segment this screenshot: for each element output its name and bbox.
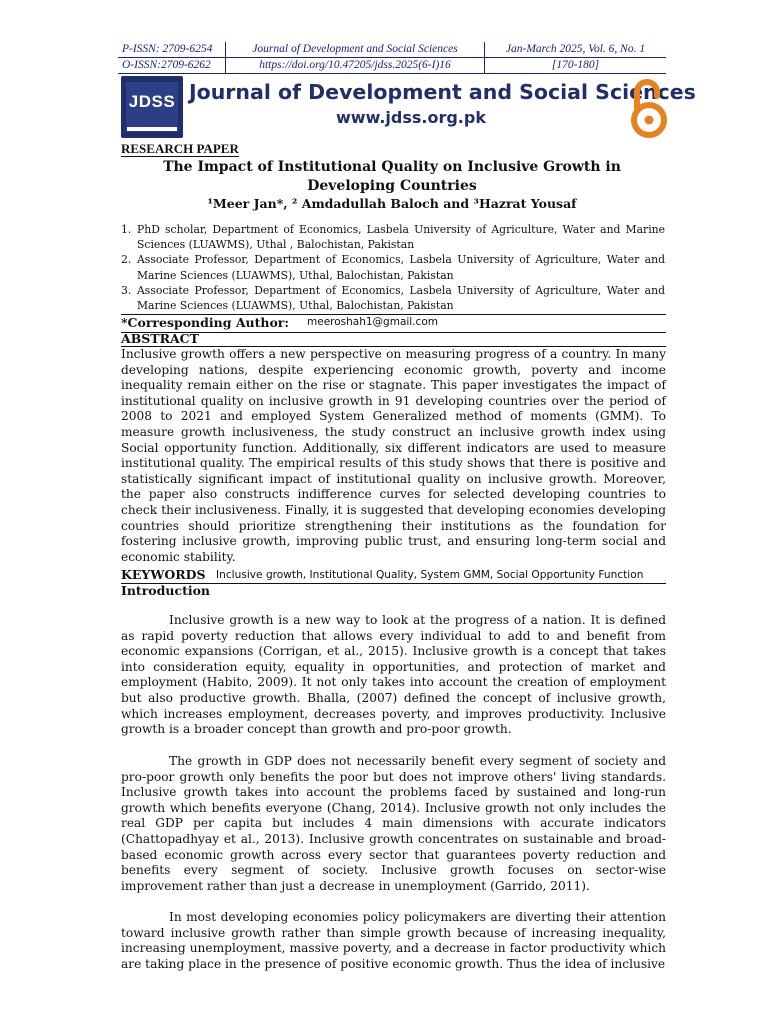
logo-text: JDSS: [128, 92, 176, 111]
header-journal-name: Journal of Development and Social Sciences: [226, 42, 485, 57]
introduction-heading: Introduction: [121, 583, 211, 598]
body-paragraph: Inclusive growth is a new way to look at the progress of a nation. It is defined as rapid poverty reduction that allows every individual to add to and benefit from economic expansions (Corrigan, et al., 2015). Inclusive growth is a concept that takes into consideration equity, equality in opportunities, and protection of market and employment (Habito, 2009). It not only takes into account the creation of employment but also productive growth. Bhalla, (2007) defined the concept of inclusive growth, which increases employment, decreases poverty, and improves productivity. Inclusive growth is a broader concept than growth and pro-poor growth.: [121, 613, 666, 737]
header-row-2: [118, 58, 666, 74]
o-issn: O-ISSN:2709-6262: [118, 58, 226, 73]
paper-title: The Impact of Institutional Quality on Inclusive Growth in Developing Countries: [163, 159, 621, 194]
keywords-row: [121, 567, 666, 584]
page-range: [170-180]: [551, 59, 600, 71]
journal-title: Journal of Development and Social Sciences: [189, 80, 696, 104]
p-issn: P-ISSN: 2709-6254: [118, 42, 226, 57]
body-paragraph: The growth in GDP does not necessarily benefit every segment of society and pro-poor growth only benefits the poor but does not improve others' living standards. Inclusive growth takes into account the problems faced by sustained and long-run growth which benefits everyone (Chang, 2014). Inclusive growth not only includes the real GDP per capita but includes 4 main dimensions with accurate indicators (Chattopadhyay et al., 2013). Inclusive growth concentrates on sustainable and broad-based economic growth across every sector that guarantees poverty reduction and benefits every segment of society. Inclusive growth focuses on sector-wise improvement rather than just a decrease in unemployment (Garrido, 2011).: [121, 754, 666, 893]
authors: ¹Meer Jan*, ² Amdadullah Baloch and ³Hazrat Yousaf: [207, 196, 577, 211]
journal-banner: [121, 76, 696, 142]
corresponding-author-label: *Corresponding Author:: [121, 315, 290, 330]
affiliation-item: 3. Associate Professor, Department of Economics, Lasbela University of Agriculture, Water and Marine Sciences (LUAWMS), Uthal, Balochistan, Pakistan: [121, 283, 665, 313]
abstract-heading: ABSTRACT: [121, 331, 666, 347]
issue-info: Jan-March 2025, Vol. 6, No. 1: [505, 43, 646, 55]
article-type-label: RESEARCH PAPER: [121, 141, 239, 156]
abstract-text: Inclusive growth offers a new perspective on measuring progress of a country. In many developing nations, despite experiencing economic growth, poverty and income inequality remain either on the rise or stagnate. This paper investigates the impact of institutional quality on inclusive growth in 91 developing countries over the period of 2008 to 2021 and employed System Generalized method of moments (GMM). To measure growth inclusiveness, the study construct an inclusive growth index using Social opportunity function. Additionally, six different indicators are used to measure institutional quality. The empirical results of this study shows that there is positive and statistically significant impact of institutional quality on inclusive growth. Moreover, the paper also constructs indifference curves for selected developing countries to check their inclusiveness. Finally, it is suggested that developing economies developing countries should prioritize strengthening their institutions as the foundation for fostering inclusive growth, improving public trust, and ensuring long-term social and economic stability.: [121, 347, 666, 564]
affiliation-item: 2. Associate Professor, Department of Economics, Lasbela University of Agriculture, Water and Marine Sciences (LUAWMS), Uthal, Balochistan, Pakistan: [121, 253, 665, 282]
doi-link[interactable]: https://doi.org/10.47205/jdss.2025(6-I)16: [226, 58, 485, 73]
keywords-label: KEYWORDS: [121, 567, 206, 582]
open-access-lock-icon: [629, 78, 669, 138]
journal-url[interactable]: www.jdss.org.pk: [336, 108, 486, 127]
affiliations-list: [121, 222, 665, 313]
keywords-value: Inclusive growth, Institutional Quality, System GMM, Social Opportunity Function: [216, 569, 644, 581]
corresponding-email[interactable]: meeroshah1@gmail.com: [307, 316, 438, 328]
jdss-logo: [121, 76, 183, 138]
header-info-table: [118, 42, 666, 74]
body-paragraph: In most developing economies policy policymakers are diverting their attention toward inclusive growth rather than simple growth because of increasing inequality, increasing unemployment, massive poverty, and a decrease in factor productivity which are taking place in the presence of positive economic growth. Thus the idea of inclusive: [121, 910, 666, 971]
header-row-1: [118, 42, 666, 58]
affiliation-item: 1. PhD scholar, Department of Economics, Lasbela University of Agriculture, Water and Marine Sciences (LUAWMS), Uthal , Balochistan, Pakistan: [121, 223, 665, 252]
